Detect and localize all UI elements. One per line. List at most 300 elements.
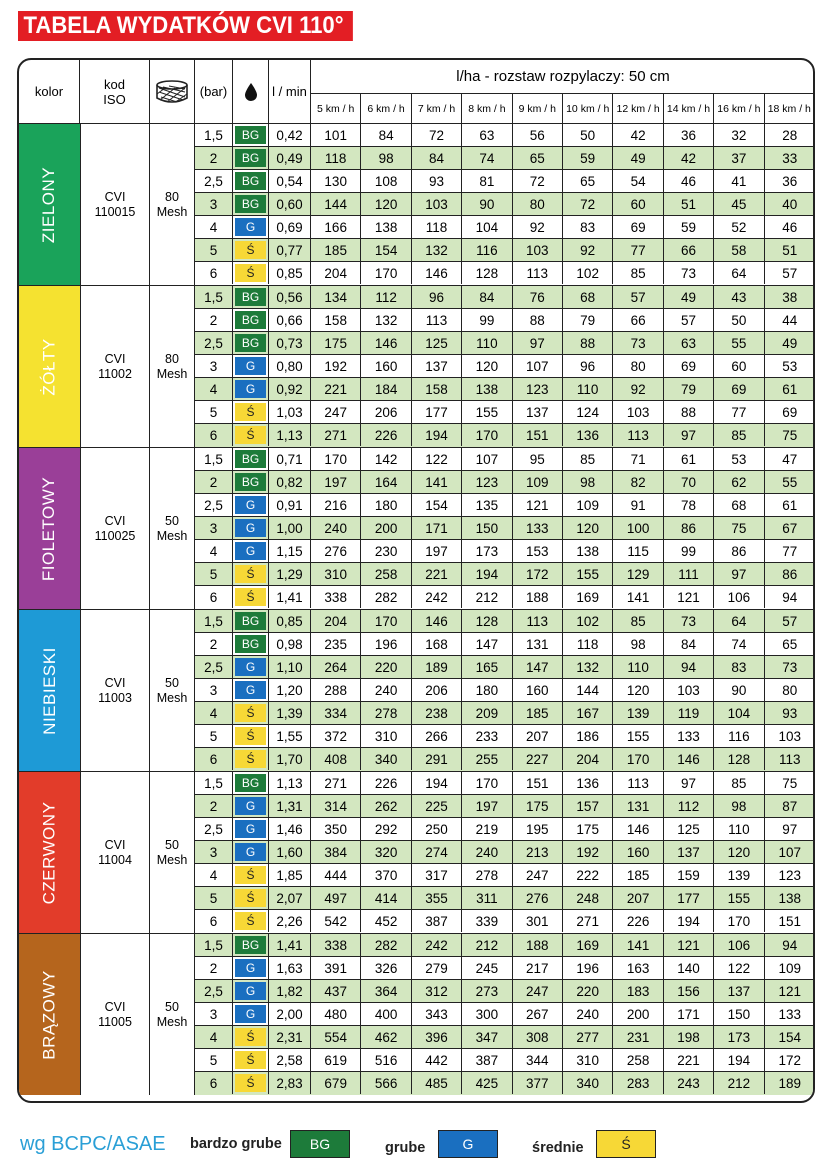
- lha-value-cell: 103: [664, 679, 714, 701]
- lha-value-cell: 185: [613, 864, 663, 886]
- flow-lmin-cell: 1,03: [269, 401, 311, 423]
- droplet-class-badge: Ś: [235, 426, 266, 444]
- lha-value-cell: 170: [361, 262, 411, 284]
- lha-value-cell: 113: [779, 751, 801, 767]
- lha-value-cell: 36: [664, 124, 714, 146]
- lha-value-cell: 154: [361, 239, 411, 261]
- lha-value-cell: 170: [311, 448, 361, 470]
- lha-value-cell: 231: [613, 1026, 663, 1048]
- lha-value-cell: 197: [311, 471, 361, 493]
- droplet-class-badge: G: [235, 982, 266, 1000]
- lha-value-cell: 54: [613, 170, 663, 192]
- lha-value-cell: 400: [361, 1003, 411, 1025]
- lha-value-cell: 90: [462, 193, 512, 215]
- table-row: [195, 633, 815, 656]
- lha-value-cell: 110: [563, 378, 613, 400]
- lha-value-cell: 45: [714, 193, 764, 215]
- header-speed: 16 km / h: [714, 94, 764, 123]
- lha-value-cell: 132: [563, 656, 613, 678]
- lha-value-cell: 317: [412, 864, 462, 886]
- mesh-line: Mesh: [156, 528, 188, 543]
- lha-value-cell: 194: [664, 910, 714, 932]
- droplet-class-badge: G: [235, 218, 266, 236]
- lha-value-cell: 150: [714, 1003, 764, 1025]
- pressure-cell: 3: [195, 355, 233, 377]
- lha-value-cell: 485: [412, 1072, 462, 1094]
- lha-value-cell: 414: [361, 887, 411, 909]
- lha-value-cell: 146: [412, 262, 462, 284]
- lha-value-cell: 138: [361, 216, 411, 238]
- lha-value-cell: 184: [361, 378, 411, 400]
- lha-value-cell: 192: [311, 355, 361, 377]
- lha-value-cell: 155: [563, 563, 613, 585]
- lha-value-cell: 69: [664, 355, 714, 377]
- pressure-cell: 2: [195, 633, 233, 655]
- lha-value-cell: 175: [513, 795, 563, 817]
- table-row: [195, 679, 815, 702]
- lha-value-cell: 308: [513, 1026, 563, 1048]
- pressure-cell: 1,5: [195, 772, 233, 794]
- lha-value-cell: 69: [714, 378, 764, 400]
- mesh-line: Mesh: [156, 852, 188, 867]
- flow-lmin-cell: 2,07: [269, 887, 311, 909]
- iso-code: [80, 448, 150, 609]
- lha-value-cell: 98: [714, 795, 764, 817]
- lha-value-cell: 65: [563, 170, 613, 192]
- lha-value-cell: 91: [613, 494, 663, 516]
- lha-value-cell: 92: [563, 239, 613, 261]
- lha-value-cell: 104: [714, 702, 764, 724]
- lha-value-cell: 76: [513, 286, 563, 308]
- lha-value-cell: 194: [412, 424, 462, 446]
- lha-value-cell: 129: [613, 563, 663, 585]
- lha-value-cell: 110: [462, 332, 512, 354]
- page-title: TABELA WYDATKÓW CVI 110°: [18, 11, 353, 41]
- lha-value-cell: 112: [361, 286, 411, 308]
- lha-value-cell: 679: [311, 1072, 361, 1094]
- lha-value-cell: 94: [782, 937, 798, 953]
- flow-lmin-cell: 1,41: [269, 934, 311, 956]
- pressure-cell: 1,5: [195, 124, 233, 146]
- lha-value-cell: 258: [613, 1049, 663, 1071]
- pressure-cell: 1,5: [195, 448, 233, 470]
- lha-value-cell: 97: [513, 332, 563, 354]
- pressure-cell: 2,5: [195, 818, 233, 840]
- header-speed: 6 km / h: [361, 94, 411, 123]
- droplet-class-badge: Ś: [235, 588, 266, 606]
- lha-value-cell: 278: [462, 864, 512, 886]
- lha-value-cell: 93: [782, 705, 798, 721]
- droplet-class-cell: [233, 124, 269, 146]
- lha-value-cell: 88: [513, 309, 563, 331]
- lha-value-cell: 314: [311, 795, 361, 817]
- lha-value-cell: 86: [664, 517, 714, 539]
- lha-value-cell: 264: [311, 656, 361, 678]
- lha-value-cell: 442: [412, 1049, 462, 1071]
- droplet-class-badge: Ś: [235, 1074, 266, 1092]
- lha-value-cell: 55: [782, 474, 798, 490]
- lha-value-cell: 273: [462, 980, 512, 1002]
- flow-lmin-cell: 0,85: [269, 262, 311, 284]
- lha-value-cell: 166: [311, 216, 361, 238]
- lha-value-cell: 113: [513, 262, 563, 284]
- lha-value-cell: 355: [412, 887, 462, 909]
- lha-value-cell: 53: [782, 358, 798, 374]
- droplet-class-badge: G: [235, 380, 266, 398]
- mesh-line: 50: [165, 513, 179, 528]
- lha-value-cell: 120: [563, 517, 613, 539]
- pressure-cell: 2: [195, 471, 233, 493]
- table-row: [195, 124, 815, 147]
- lha-value-cell: 102: [563, 610, 613, 632]
- mesh-size: [150, 610, 195, 771]
- lha-value-cell: 245: [462, 957, 512, 979]
- droplet-class-badge: Ś: [235, 565, 266, 583]
- lha-value-cell: 55: [714, 332, 764, 354]
- lha-value-cell: 57: [664, 309, 714, 331]
- pressure-cell: 3: [195, 517, 233, 539]
- table-row: [195, 887, 815, 910]
- lha-value-cell: 151: [513, 772, 563, 794]
- lha-value-cell: 154: [778, 1029, 802, 1045]
- droplet-class-cell: [233, 772, 269, 794]
- droplet-class-badge: Ś: [235, 264, 266, 282]
- lha-value-cell: 173: [714, 1026, 764, 1048]
- lha-value-cell: 160: [361, 355, 411, 377]
- lha-value-cell: 79: [664, 378, 714, 400]
- lha-value-cell: 347: [462, 1026, 512, 1048]
- lha-value-cell: 230: [361, 540, 411, 562]
- droplet-class-cell: [233, 494, 269, 516]
- droplet-class-cell: [233, 1003, 269, 1025]
- lha-value-cell: 37: [714, 147, 764, 169]
- header-kolor: kolor: [19, 60, 80, 123]
- droplet-class-badge: BG: [235, 149, 266, 167]
- lha-value-cell: 122: [714, 957, 764, 979]
- lha-value-cell: 425: [462, 1072, 512, 1094]
- lha-value-cell: 70: [664, 471, 714, 493]
- droplet-class-cell: [233, 286, 269, 308]
- color-name: NIEBIESKI: [39, 646, 59, 735]
- lha-value-cell: 155: [714, 887, 764, 909]
- lha-value-cell: 124: [563, 401, 613, 423]
- lha-value-cell: 172: [513, 563, 563, 585]
- header-lmin: l / min: [269, 60, 311, 123]
- lha-value-cell: 158: [412, 378, 462, 400]
- pressure-cell: 1,5: [195, 286, 233, 308]
- header-speed: 5 km / h: [311, 94, 361, 123]
- flow-lmin-cell: 1,70: [269, 748, 311, 770]
- lha-value-cell: 170: [714, 910, 764, 932]
- droplet-class-badge: G: [235, 658, 266, 676]
- legend-title: wg BCPC/ASAE: [20, 1133, 166, 1155]
- lha-value-cell: 56: [513, 124, 563, 146]
- lha-value-cell: 63: [664, 332, 714, 354]
- lha-value-cell: 301: [513, 910, 563, 932]
- flow-lmin-cell: 0,92: [269, 378, 311, 400]
- lha-value-cell: 138: [778, 890, 802, 906]
- table-row: [195, 1026, 815, 1049]
- droplet-class-badge: BG: [235, 635, 266, 653]
- lha-value-cell: 542: [311, 910, 361, 932]
- droplet-class-badge: G: [235, 496, 266, 514]
- flow-lmin-cell: 1,85: [269, 864, 311, 886]
- iso-code-line: 11003: [98, 690, 132, 705]
- lha-value-cell: 73: [613, 332, 663, 354]
- table-row: [195, 818, 815, 841]
- header-speed: 10 km / h: [563, 94, 613, 123]
- droplet-class-cell: [233, 540, 269, 562]
- pressure-cell: 4: [195, 378, 233, 400]
- flow-lmin-cell: 1,00: [269, 517, 311, 539]
- lha-value-cell: 62: [714, 471, 764, 493]
- lha-value-cell: 107: [778, 844, 802, 860]
- color-band: [19, 772, 80, 933]
- lha-value-cell: 377: [513, 1072, 563, 1094]
- droplet-class-cell: [233, 355, 269, 377]
- table-row: [195, 725, 815, 748]
- lha-value-cell: 310: [361, 725, 411, 747]
- lha-value-cell: 121: [664, 934, 714, 956]
- lha-value-cell: 120: [613, 679, 663, 701]
- lha-value-cell: 188: [513, 586, 563, 608]
- lha-value-cell: 75: [782, 775, 798, 791]
- lha-value-cell: 175: [311, 332, 361, 354]
- lha-value-cell: 204: [563, 748, 613, 770]
- iso-code-line: CVI: [104, 675, 126, 690]
- lha-value-cell: 135: [462, 494, 512, 516]
- table-row: [195, 471, 815, 494]
- lha-value-cell: 51: [782, 242, 798, 258]
- droplet-class-badge: BG: [235, 612, 266, 630]
- lha-value-cell: 42: [664, 147, 714, 169]
- lha-value-cell: 169: [563, 934, 613, 956]
- lha-value-cell: 46: [664, 170, 714, 192]
- lha-value-cell: 28: [782, 127, 798, 143]
- lha-value-cell: 85: [714, 772, 764, 794]
- lha-value-cell: 248: [563, 887, 613, 909]
- lha-value-cell: 121: [778, 983, 802, 999]
- lha-value-cell: 57: [782, 613, 798, 629]
- flow-lmin-cell: 1,41: [269, 586, 311, 608]
- lha-value-cell: 240: [361, 679, 411, 701]
- lha-value-cell: 310: [311, 563, 361, 585]
- lha-value-cell: 110: [714, 818, 764, 840]
- droplet-class-cell: [233, 887, 269, 909]
- lha-value-cell: 220: [361, 656, 411, 678]
- lha-value-cell: 221: [412, 563, 462, 585]
- table-row: [195, 424, 815, 447]
- lha-value-cell: 271: [311, 772, 361, 794]
- flow-lmin-cell: 1,31: [269, 795, 311, 817]
- lha-value-cell: 99: [664, 540, 714, 562]
- pressure-cell: 2: [195, 309, 233, 331]
- lha-value-cell: 212: [462, 586, 512, 608]
- lha-value-cell: 136: [563, 424, 613, 446]
- droplet-class-cell: [233, 262, 269, 284]
- lha-value-cell: 109: [563, 494, 613, 516]
- lha-value-cell: 64: [714, 610, 764, 632]
- lha-value-cell: 133: [778, 1006, 802, 1022]
- lha-value-cell: 247: [513, 864, 563, 886]
- table-row: [195, 980, 815, 1003]
- lha-value-cell: 120: [714, 841, 764, 863]
- color-band: [19, 286, 80, 447]
- droplet-class-badge: G: [235, 681, 266, 699]
- table-row: [195, 957, 815, 980]
- table-row: [195, 170, 815, 193]
- lha-value-cell: 78: [664, 494, 714, 516]
- lha-value-cell: 110: [613, 656, 663, 678]
- mesh-line: 50: [165, 837, 179, 852]
- lha-value-cell: 120: [361, 193, 411, 215]
- table-row: [195, 586, 815, 609]
- pressure-cell: 6: [195, 586, 233, 608]
- lha-value-cell: 134: [311, 286, 361, 308]
- droplet-class-cell: [233, 147, 269, 169]
- lha-value-cell: 225: [412, 795, 462, 817]
- lha-value-cell: 238: [412, 702, 462, 724]
- iso-code: [80, 124, 150, 285]
- flow-lmin-cell: 1,20: [269, 679, 311, 701]
- lha-value-cell: 96: [563, 355, 613, 377]
- lha-value-cell: 267: [513, 1003, 563, 1025]
- lha-value-cell: 189: [778, 1075, 802, 1091]
- lha-value-cell: 177: [412, 401, 462, 423]
- flow-lmin-cell: 0,71: [269, 448, 311, 470]
- flow-lmin-cell: 0,80: [269, 355, 311, 377]
- mesh-line: 50: [165, 675, 179, 690]
- lha-value-cell: 276: [513, 887, 563, 909]
- lha-value-cell: 350: [311, 818, 361, 840]
- droplet-class-cell: [233, 563, 269, 585]
- droplet-class-cell: [233, 702, 269, 724]
- droplet-class-badge: G: [235, 542, 266, 560]
- lha-value-cell: 278: [361, 702, 411, 724]
- lha-value-cell: 240: [563, 1003, 613, 1025]
- lha-value-cell: 97: [782, 821, 798, 837]
- lha-value-cell: 87: [782, 798, 798, 814]
- lha-value-cell: 113: [513, 610, 563, 632]
- lha-value-cell: 53: [714, 448, 764, 470]
- lha-value-cell: 277: [563, 1026, 613, 1048]
- lha-value-cell: 121: [513, 494, 563, 516]
- lha-value-cell: 73: [664, 262, 714, 284]
- legend-box-g: G: [438, 1130, 498, 1158]
- lha-value-cell: 47: [782, 451, 798, 467]
- lha-value-cell: 156: [664, 980, 714, 1002]
- lha-value-cell: 170: [462, 424, 512, 446]
- lha-value-cell: 147: [462, 633, 512, 655]
- lha-value-cell: 170: [613, 748, 663, 770]
- lha-value-cell: 42: [613, 124, 663, 146]
- flow-lmin-cell: 2,83: [269, 1072, 311, 1094]
- lha-value-cell: 72: [513, 170, 563, 192]
- lha-value-cell: 50: [714, 309, 764, 331]
- lha-value-cell: 65: [513, 147, 563, 169]
- lha-value-cell: 147: [513, 656, 563, 678]
- lha-value-cell: 111: [664, 563, 714, 585]
- lha-value-cell: 334: [311, 702, 361, 724]
- lha-value-cell: 50: [563, 124, 613, 146]
- lha-value-cell: 40: [782, 196, 798, 212]
- lha-value-cell: 157: [563, 795, 613, 817]
- lha-value-cell: 183: [613, 980, 663, 1002]
- legend-label-bardzo-grube: bardzo grube: [190, 1136, 282, 1152]
- lha-value-cell: 88: [563, 332, 613, 354]
- lha-value-cell: 32: [714, 124, 764, 146]
- lha-value-cell: 196: [361, 633, 411, 655]
- iso-code-line: 11004: [98, 852, 132, 867]
- lha-value-cell: 189: [412, 656, 462, 678]
- lha-value-cell: 80: [782, 682, 798, 698]
- pressure-cell: 3: [195, 841, 233, 863]
- lha-value-cell: 51: [664, 193, 714, 215]
- lha-value-cell: 75: [714, 517, 764, 539]
- color-name: FIOLETOWY: [39, 476, 59, 581]
- lha-value-cell: 291: [412, 748, 462, 770]
- lha-value-cell: 138: [462, 378, 512, 400]
- lha-value-cell: 77: [714, 401, 764, 423]
- iso-code-line: CVI: [104, 513, 126, 528]
- pressure-cell: 2: [195, 957, 233, 979]
- lha-value-cell: 340: [361, 748, 411, 770]
- flow-lmin-cell: 0,54: [269, 170, 311, 192]
- lha-value-cell: 235: [311, 633, 361, 655]
- lha-value-cell: 339: [462, 910, 512, 932]
- lha-value-cell: 103: [412, 193, 462, 215]
- droplet-class-badge: Ś: [235, 727, 266, 745]
- lha-value-cell: 255: [462, 748, 512, 770]
- droplet-class-cell: [233, 910, 269, 932]
- droplet-class-cell: [233, 401, 269, 423]
- mesh-line: 50: [165, 999, 179, 1014]
- lha-value-cell: 68: [563, 286, 613, 308]
- droplet-icon: [244, 82, 258, 102]
- header-speed: 8 km / h: [462, 94, 512, 123]
- lha-value-cell: 384: [311, 841, 361, 863]
- lha-value-cell: 146: [361, 332, 411, 354]
- flow-lmin-cell: 0,85: [269, 610, 311, 632]
- lha-value-cell: 391: [311, 957, 361, 979]
- color-name: ŻÓŁTY: [39, 337, 59, 396]
- lha-value-cell: 566: [361, 1072, 411, 1094]
- lha-value-cell: 387: [462, 1049, 512, 1071]
- lha-value-cell: 123: [778, 867, 802, 883]
- lha-value-cell: 141: [613, 586, 663, 608]
- lha-value-cell: 140: [664, 957, 714, 979]
- pressure-cell: 5: [195, 725, 233, 747]
- lha-value-cell: 158: [311, 309, 361, 331]
- lha-value-cell: 113: [613, 424, 663, 446]
- lha-value-cell: 283: [613, 1072, 663, 1094]
- color-name: CZERWONY: [39, 801, 59, 904]
- lha-value-cell: 155: [462, 401, 512, 423]
- legend-label-srednie: średnie: [532, 1140, 584, 1156]
- pressure-cell: 1,5: [195, 934, 233, 956]
- table-row: [195, 540, 815, 563]
- lha-value-cell: 98: [361, 147, 411, 169]
- lha-value-cell: 90: [714, 679, 764, 701]
- droplet-class-cell: [233, 957, 269, 979]
- flow-lmin-cell: 0,49: [269, 147, 311, 169]
- lha-value-cell: 103: [513, 239, 563, 261]
- table-row: [195, 1049, 815, 1072]
- lha-value-cell: 153: [513, 540, 563, 562]
- lha-value-cell: 247: [513, 980, 563, 1002]
- lha-value-cell: 97: [664, 424, 714, 446]
- nozzle-group: [19, 124, 815, 285]
